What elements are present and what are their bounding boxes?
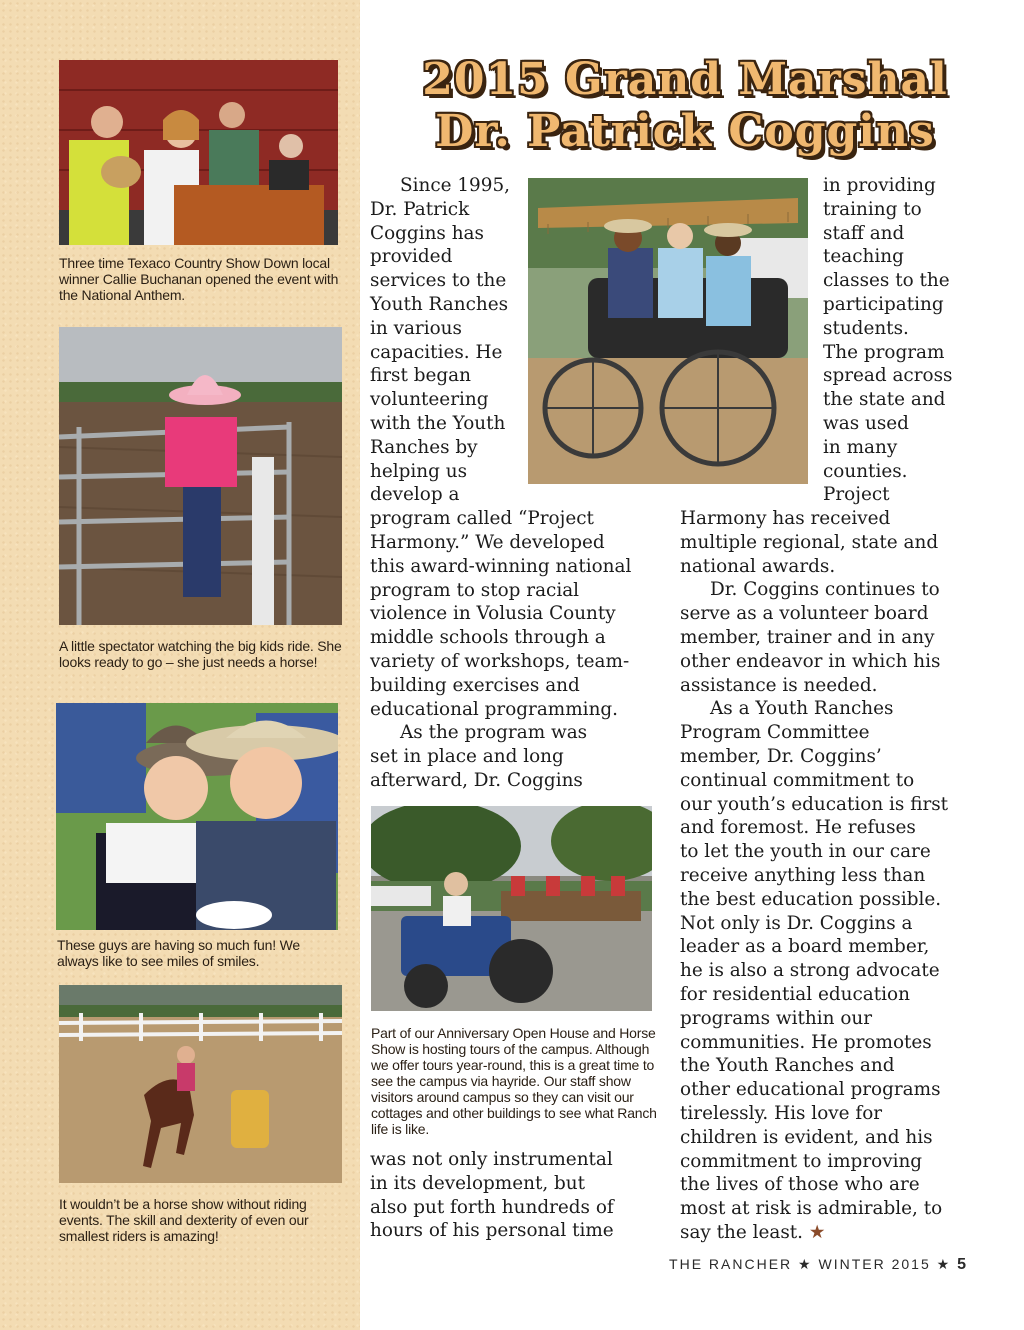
text-line: Not only is Dr. Coggins a	[680, 912, 913, 934]
text-line: capacities. He	[370, 341, 503, 363]
text-line: Ranches by	[370, 436, 478, 458]
caption-miles-of-smiles: These guys are having so much fun! We always like to see miles of smiles.	[57, 937, 300, 969]
text-line: spread across	[823, 365, 953, 387]
text-line: training to	[823, 198, 922, 220]
text-line-last	[680, 1221, 948, 1245]
text-line: program called “Project	[370, 508, 594, 530]
footer-star-icon: ★	[936, 1256, 952, 1272]
text-line: the lives of those who are	[680, 1174, 920, 1196]
text-line: most at risk is admirable, to	[680, 1198, 943, 1220]
text-line: set in place and long	[370, 746, 564, 768]
caption-national-anthem: Three time Texaco Country Show Down local winner Callie Buchanan opened the event with the National Anthem.	[59, 255, 339, 303]
text-line: other endeavor in which his	[680, 650, 941, 672]
text-line: in providing	[823, 175, 936, 196]
photo-miles-of-smiles	[56, 703, 338, 930]
text-line: leader as a board member,	[680, 936, 930, 958]
text-line: violence in Volusia County	[370, 603, 616, 625]
text-line: teaching	[823, 246, 904, 268]
text-line: also put forth hundreds of	[370, 1196, 614, 1218]
column-1-bottom	[370, 1148, 614, 1243]
publication-name: THE RANCHER	[669, 1256, 793, 1272]
text-line: our youth’s education is first	[680, 793, 949, 815]
text-line: middle schools through a	[370, 627, 606, 649]
text-line: Dr. Patrick	[370, 198, 470, 220]
text-line: afterward, Dr. Coggins	[370, 769, 583, 791]
text-line: children is evident, and his	[680, 1126, 933, 1148]
text-line: with the Youth	[370, 412, 506, 434]
text-line: helping us	[370, 460, 468, 482]
text-line: educational programming.	[370, 698, 619, 720]
text-line: building exercises and	[370, 674, 580, 696]
text-line: Program Committee	[680, 722, 870, 744]
article-title	[370, 54, 1000, 158]
text-line: students.	[823, 317, 909, 339]
text-line: Since 1995,	[400, 175, 511, 196]
text-line: was not only instrumental	[370, 1149, 613, 1170]
text-line: member, trainer and in any	[680, 626, 935, 648]
text-line: member, Dr. Coggins’	[680, 745, 882, 767]
photo-national-anthem	[59, 60, 338, 245]
text-line: serve as a volunteer board	[680, 603, 929, 625]
text-line: staff and	[823, 222, 905, 244]
text-line: Project	[823, 484, 890, 506]
column-1-top	[370, 174, 631, 793]
text-line: and foremost. He refuses	[680, 817, 916, 839]
text-line: the best education possible.	[680, 888, 942, 910]
text-line: communities. He promotes	[680, 1031, 932, 1053]
caption-hayride: Part of our Anniversary Open House and Horse Show is hosting tours of the campus. Although we offer tours year-round, this is a great time to see the campus via hayride. Our staff show visitors around campus so they can visit our cottages and other buildings to see what Ranch life is like.	[371, 1025, 657, 1137]
text-line: variety of workshops, team-	[370, 650, 630, 672]
issue-name: WINTER 2015	[818, 1256, 931, 1272]
column-2-main	[680, 507, 948, 1245]
text-line: in its development, but	[370, 1172, 586, 1194]
text-line: first began	[370, 365, 471, 387]
text-line: commitment to improving	[680, 1150, 923, 1172]
footer-star-icon: ★	[798, 1256, 813, 1272]
text-line: services to the	[370, 270, 507, 292]
column-2-top	[823, 174, 952, 507]
text-line: tirelessly. His love for	[680, 1102, 883, 1124]
text-line: this award-winning national	[370, 555, 632, 577]
photo-barrel-racing	[59, 985, 342, 1183]
text-line: continual commitment to	[680, 769, 915, 791]
text-line: classes to the	[823, 270, 950, 292]
text-line: As the program was	[400, 722, 588, 744]
caption-barrel-racing: It wouldn’t be a horse show without riding events. The skill and dexterity of even our smallest riders is amazing!	[59, 1196, 309, 1244]
text-line: Coggins has	[370, 222, 484, 244]
text-line: Youth Ranches	[370, 293, 509, 315]
text-line: was used	[823, 412, 909, 434]
text-line: develop a	[370, 484, 460, 506]
text-line: the state and	[823, 389, 946, 411]
text-line: provided	[370, 246, 453, 268]
text-line: The program	[823, 341, 945, 363]
end-star-icon: ★	[808, 1221, 826, 1243]
text-line: programs within our	[680, 1007, 873, 1029]
text-line: counties.	[823, 460, 908, 482]
text-line: national awards.	[680, 555, 836, 577]
photo-hayride-tractor	[371, 806, 652, 1011]
text-line: for residential education	[680, 983, 910, 1005]
text-line: As a Youth Ranches	[710, 698, 894, 720]
page-footer	[669, 1256, 966, 1274]
title-line-2: Dr. Patrick Coggins	[435, 106, 935, 157]
text-line: program to stop racial	[370, 579, 580, 601]
text-line: the Youth Ranches and	[680, 1055, 895, 1077]
text-line: Dr. Coggins continues to	[710, 579, 940, 601]
text-line: assistance is needed.	[680, 674, 878, 696]
text-line: participating	[823, 293, 944, 315]
text-line: multiple regional, state and	[680, 531, 939, 553]
text-line: Harmony.” We developed	[370, 531, 605, 553]
text-line: in various	[370, 317, 462, 339]
text-line: to let the youth in our care	[680, 841, 931, 863]
text-line: other educational programs	[680, 1079, 941, 1101]
text-line: in many	[823, 436, 898, 458]
text-line: receive anything less than	[680, 864, 926, 886]
caption-little-spectator: A little spectator watching the big kids ride. She looks ready to go – she just needs a horse!	[59, 638, 342, 670]
page-number: 5	[957, 1256, 966, 1273]
text-line: he is also a strong advocate	[680, 960, 940, 982]
text-line: volunteering	[370, 389, 489, 411]
title-line-1: 2015 Grand Marshal	[422, 54, 948, 105]
text-line: Harmony has received	[680, 508, 891, 529]
text-line: say the least.	[680, 1221, 804, 1243]
text-line: hours of his personal time	[370, 1220, 614, 1242]
photo-little-spectator	[59, 327, 342, 625]
